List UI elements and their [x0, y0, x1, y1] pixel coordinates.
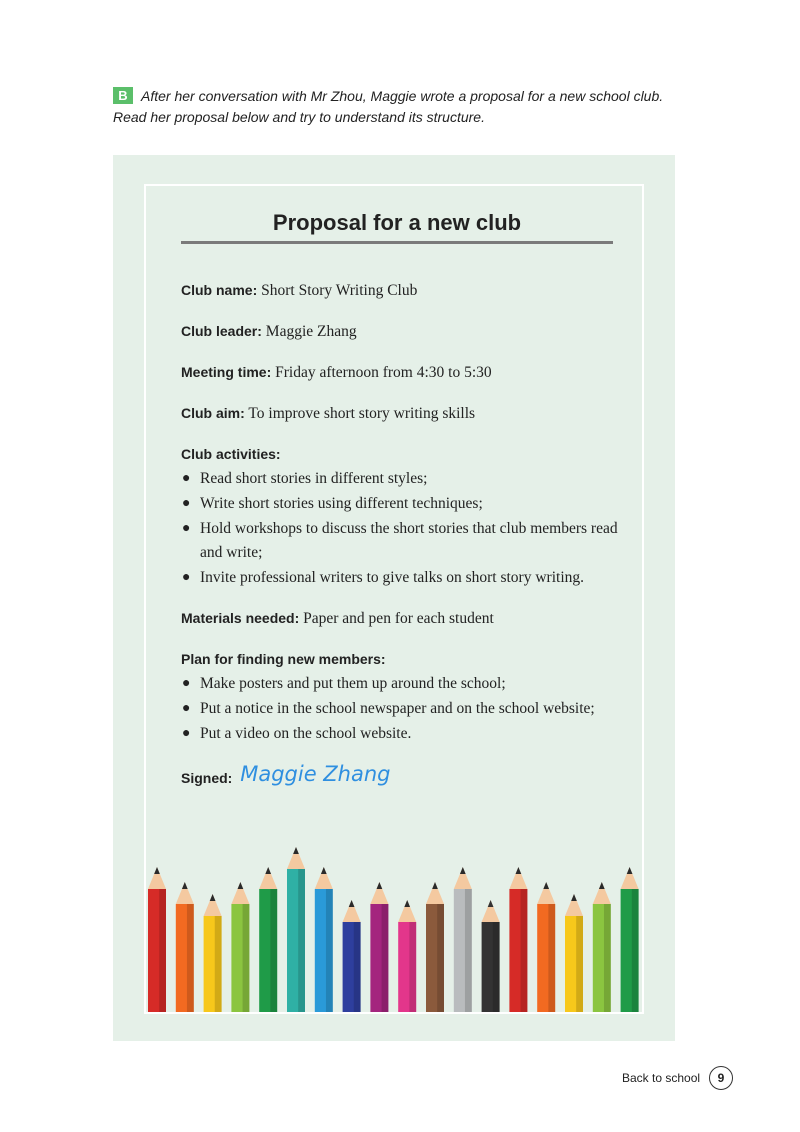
- club-name-field: [181, 278, 621, 303]
- pencil: [509, 867, 527, 1012]
- signed-label: Signed:: [181, 770, 233, 786]
- list-item: ● Hold workshops to discuss the short stories that club members read and write;: [182, 520, 618, 561]
- plan-label: Plan for finding new members:: [181, 651, 386, 667]
- pencil: [565, 894, 583, 1012]
- plan-text: Put a video on the school website.: [200, 725, 412, 742]
- materials-label: Materials needed:: [181, 610, 300, 626]
- activity-text: Read short stories in different styles;: [200, 470, 428, 487]
- pencil: [621, 867, 639, 1012]
- pencil: [204, 894, 222, 1012]
- club-leader-label: Club leader:: [181, 323, 262, 339]
- club-leader-field: [181, 319, 621, 344]
- plan-text: Put a notice in the school newspaper and on the school website;: [200, 700, 595, 717]
- list-item: ● Read short stories in different styles;: [182, 470, 428, 487]
- proposal-content: [181, 278, 621, 791]
- club-aim-label: Club aim:: [181, 405, 245, 421]
- exercise-badge: B: [113, 87, 133, 104]
- proposal-panel: [113, 155, 675, 1041]
- activities-label: Club activities:: [181, 446, 281, 462]
- pencil: [315, 867, 333, 1012]
- pencil: [537, 882, 555, 1012]
- activity-text: Write short stories using different techniques;: [200, 495, 483, 512]
- pencil: [343, 900, 361, 1012]
- signature: Maggie Zhang: [240, 762, 391, 786]
- activity-text: Invite professional writers to give talks on short story writing.: [200, 569, 584, 586]
- activities-list: [181, 467, 621, 590]
- title-divider: [181, 241, 613, 244]
- club-aim-value: To improve short story writing skills: [248, 405, 476, 422]
- pencil: [398, 900, 416, 1012]
- instruction-line-2: Read her proposal below and try to understand its structure.: [113, 109, 485, 125]
- meeting-time-value: Friday afternoon from 4:30 to 5:30: [275, 364, 492, 381]
- pencil: [148, 867, 166, 1012]
- pencil: [482, 900, 500, 1012]
- meeting-time-label: Meeting time:: [181, 364, 272, 380]
- plan-list: [181, 672, 621, 746]
- club-name-value: Short Story Writing Club: [261, 282, 418, 299]
- meeting-time-field: [181, 360, 621, 385]
- list-item: ● Put a video on the school website.: [182, 725, 412, 742]
- signature-line: [181, 762, 621, 791]
- club-leader-value: Maggie Zhang: [265, 323, 357, 340]
- list-item: ● Put a notice in the school newspaper and on the school website;: [182, 700, 595, 717]
- pencil: [454, 867, 472, 1012]
- pencil: [231, 882, 249, 1012]
- pencil: [176, 882, 194, 1012]
- pencil: [259, 867, 277, 1012]
- club-name-label: Club name:: [181, 282, 258, 298]
- plan-text: Make posters and put them up around the school;: [200, 675, 506, 692]
- pencil: [426, 882, 444, 1012]
- materials-field: [181, 606, 621, 631]
- materials-value: Paper and pen for each student: [303, 610, 494, 627]
- proposal-card: [144, 184, 644, 1014]
- page-number: 9: [709, 1066, 733, 1090]
- instruction-line-1: [113, 86, 713, 107]
- proposal-title: Proposal for a new club: [272, 210, 522, 235]
- list-item: ● Write short stories using different techniques;: [182, 495, 483, 512]
- pencil: [370, 882, 388, 1012]
- list-item: ● Invite professional writers to give talks on short story writing.: [182, 569, 584, 586]
- footer-section-title: Back to school: [622, 1071, 701, 1085]
- pencil: [593, 882, 611, 1012]
- pencil: [287, 847, 305, 1012]
- list-item: ● Make posters and put them up around the school;: [182, 675, 506, 692]
- instruction-text-1: After her conversation with Mr Zhou, Maggie wrote a proposal for a new school club.: [141, 88, 664, 104]
- pencils-illustration: [146, 842, 644, 1012]
- club-aim-field: [181, 401, 621, 426]
- activity-text: Hold workshops to discuss the short stories that club members read and write;: [200, 520, 618, 561]
- exercise-instructions: [113, 86, 713, 128]
